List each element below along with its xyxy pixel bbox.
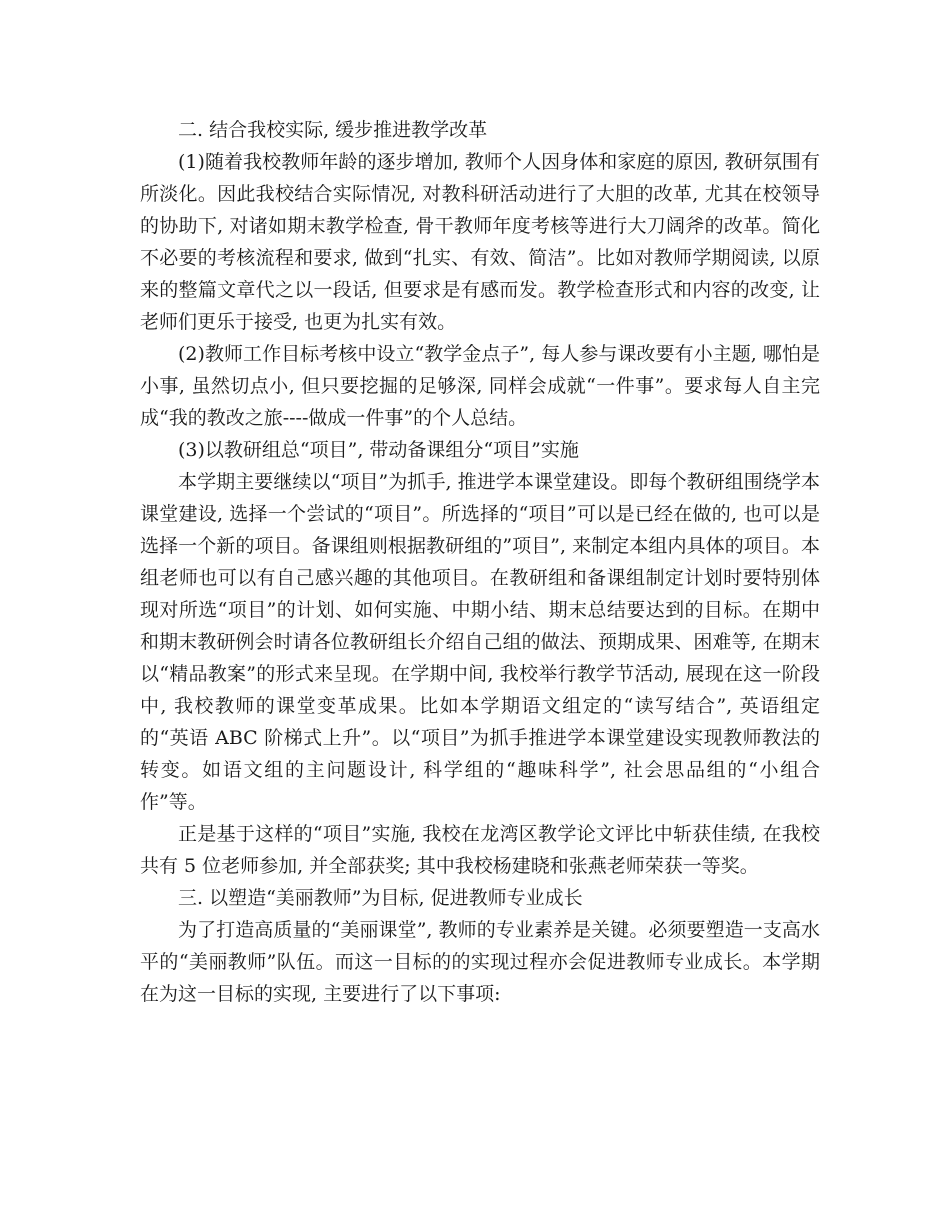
- paragraph-item-2: (2)教师工作目标考核中设立“教学金点子”, 每人参与课改要有小主题, 哪怕是小事, 虽然切点小, 但只要挖掘的足够深, 同样会成就“一件事”。要求每人自主完成“我的教改之旅----做成一件事”的个人总结。: [140, 343, 820, 429]
- paragraph-item-1: (1)随着我校教师年龄的逐步增加, 教师个人因身体和家庭的原因, 教研氛围有所淡化。因此我校结合实际情况, 对教科研活动进行了大胆的改革, 尤其在校领导的协助下, 对诸如期末教学检查, 骨干教师年度考核等进行大刀阔斧的改革。简化不必要的考核流程和要求, 做到“扎实、有效、简洁”。比如对教师学期阅读, 以原来的整篇文章代之以一段话, 但要求是有感而发。教学检查形式和内容的改变, 让老师们更乐于接受, 也更为扎实有效。: [140, 151, 820, 333]
- paragraph-results: 正是基于这样的“项目”实施, 我校在龙湾区教学论文评比中斩获佳绩, 在我校共有 5 位老师参加, 并全部获奖; 其中我校杨建晓和张燕老师荣获一等奖。: [140, 823, 820, 877]
- section-heading-2: 二. 结合我校实际, 缓步推进教学改革: [178, 119, 488, 141]
- paragraph-item-3-heading: (3)以教研组总“项目”, 带动备课组分“项目”实施: [178, 439, 579, 461]
- document-body: [140, 114, 820, 1010]
- section-heading-3: 三. 以塑造“美丽教师”为目标, 促进教师专业成长: [178, 887, 583, 909]
- paragraph-teacher-growth: 为了打造高质量的“美丽课堂”, 教师的专业素养是关键。必须要塑造一支高水平的“美丽教师”队伍。而这一目标的的实现过程亦会促进教师专业成长。本学期在为这一目标的实现, 主要进行了以下事项:: [140, 919, 820, 1005]
- paragraph-project-body: 本学期主要继续以“项目”为抓手, 推进学本课堂建设。即每个教研组围绕学本课堂建设, 选择一个尝试的“项目”。所选择的“项目”可以是已经在做的, 也可以是选择一个新的项目。备课组则根据教研组的”项目”, 来制定本组内具体的项目。本组老师也可以有自己感兴趣的其他项目。在教研组和备课组制定计划时要特别体现对所选“项目”的计划、如何实施、中期小结、期末总结要达到的目标。在期中和期末教研例会时请各位教研组长介绍自己组的做法、预期成果、困难等, 在期末以“精品教案”的形式来呈现。在学期中间, 我校举行教学节活动, 展现在这一阶段中, 我校教师的课堂变革成果。比如本学期语文组定的“读写结合”, 英语组定的“英语 ABC 阶梯式上升”。以“项目”为抓手推进学本课堂建设实现教师教法的转变。如语文组的主问题设计, 科学组的“趣味科学”, 社会思品组的“小组合作”等。: [140, 471, 820, 813]
